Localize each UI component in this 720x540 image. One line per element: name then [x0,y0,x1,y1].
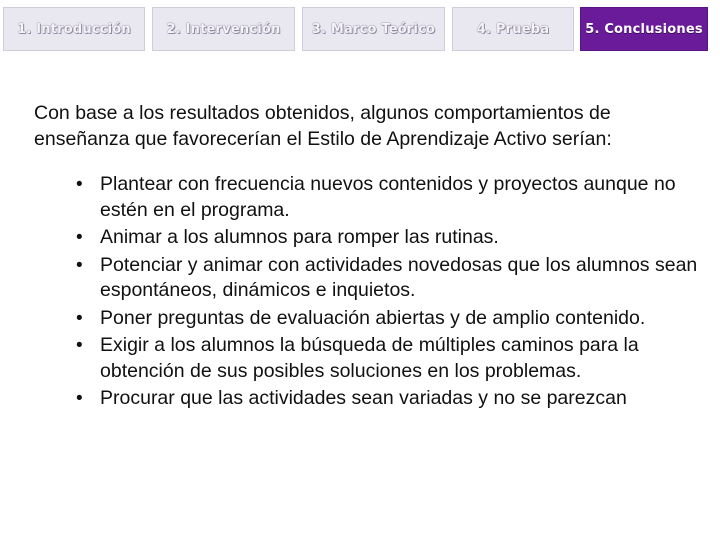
slide-content [34,100,704,414]
bullet-icon: • [76,388,83,409]
tab-prueba[interactable]: 4. Prueba [452,7,574,51]
bullet-icon: • [76,254,83,276]
section-tabs [0,7,720,51]
list-item [34,306,704,332]
bullet-text: Procurar que las actividades sean variadas y no se parezcan [100,387,627,409]
tab-intervencion[interactable]: 2. Intervención [152,7,295,51]
bullet-icon: • [76,335,83,356]
bullet-list [34,172,704,412]
list-item [34,172,704,223]
bullet-icon: • [76,227,83,248]
bullet-icon: • [76,307,83,329]
tab-introduccion[interactable]: 1. Introducción [3,7,145,51]
list-item [34,225,704,251]
bullet-text: Potenciar y animar con actividades novedosas que los alumnos sean espontáneos, dinámicos e inquietos. [100,253,698,301]
bullet-icon: • [76,174,83,195]
bullet-text: Poner preguntas de evaluación abiertas y de amplio contenido. [100,306,646,329]
bullet-text: Plantear con frecuencia nuevos contenidos y proyectos aunque no estén en el programa. [100,173,676,221]
list-item [34,253,704,304]
intro-text: Con base a los resultados obtenidos, algunos comportamientos de enseñanza que favorecerían el Estilo de Aprendizaje Activo serían: [34,102,612,150]
bullet-text: Animar a los alumnos para romper las rutinas. [100,226,499,248]
list-item [34,333,704,384]
bullet-text: Exigir a los alumnos la búsqueda de múltiples caminos para la obtención de sus posibles soluciones en los problemas. [100,334,639,382]
tab-marco-teorico[interactable]: 3. Marco Teórico [302,7,445,51]
tab-conclusiones[interactable]: 5. Conclusiones [580,7,708,51]
list-item [34,386,704,412]
